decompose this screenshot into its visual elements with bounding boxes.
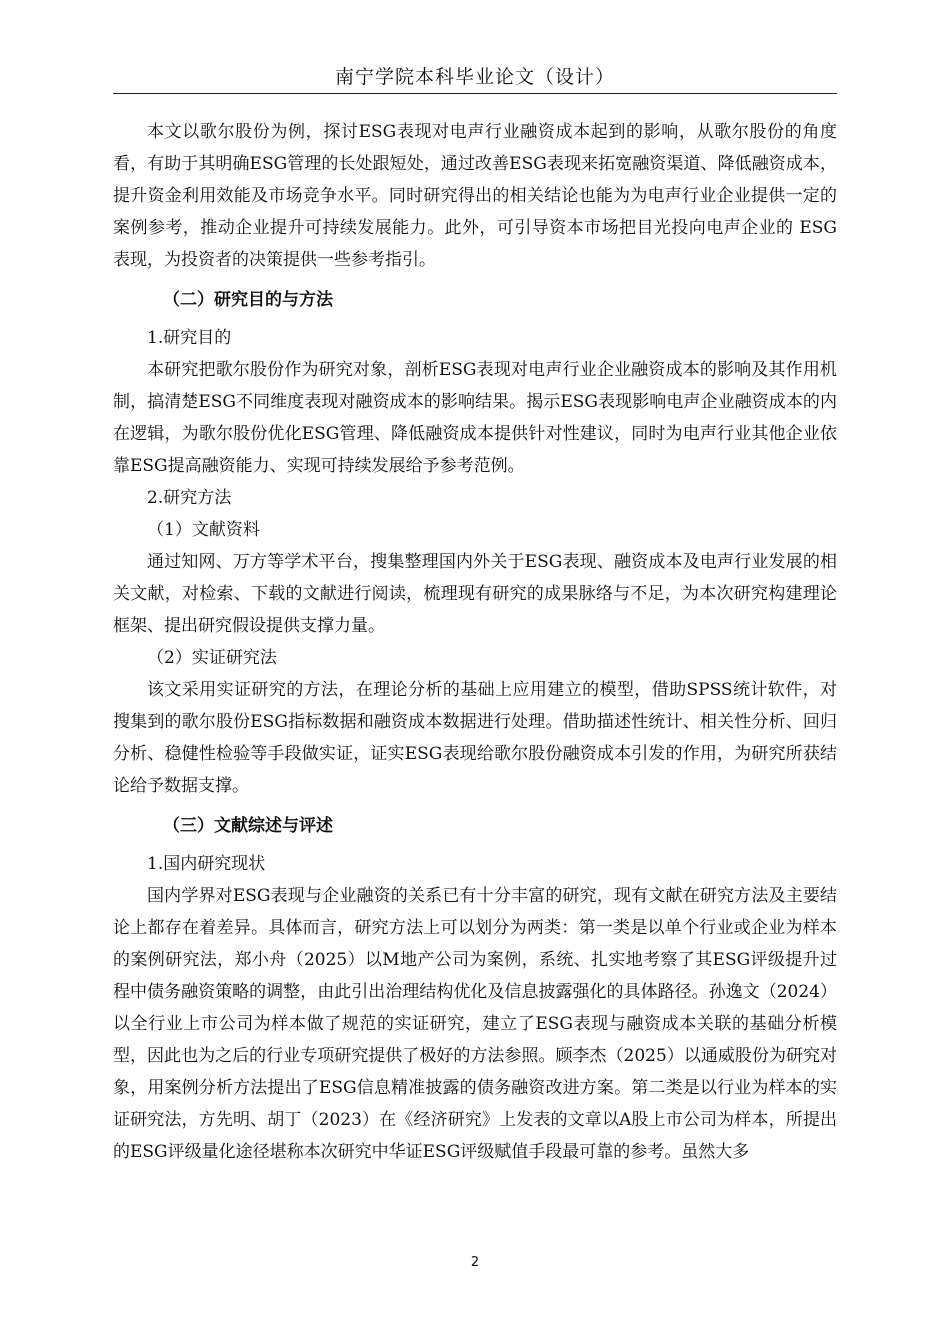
- method-literature-heading: （1）文献资料: [147, 520, 260, 540]
- intro-paragraph: 本文以歌尔股份为例，探讨ESG表现对电声行业融资成本起到的影响，从歌尔股份的角度看，有助于其明确ESG管理的长处跟短处，通过改善ESG表现来拓宽融资渠道、降低融资成本，提升资金利用效能及市场竞争水平。同时研究得出的相关结论也能为为电声行业企业提供一定的案例参考，推动企业提升可持续发展能力。此外，可引导资本市场把目光投向电声企业的 ESG 表现，为投资者的决策提供一些参考指引。: [113, 122, 837, 270]
- subheading-domestic-research: 1.国内研究现状: [147, 854, 266, 874]
- purpose-paragraph: 本研究把歌尔股份作为研究对象，剖析ESG表现对电声行业企业融资成本的影响及其作用机制，搞清楚ESG不同维度表现对融资成本的影响结果。揭示ESG表现影响电声企业融资成本的内在逻辑，为歌尔股份优化ESG管理、降低融资成本提供针对性建议，同时为电声行业其他企业依靠ESG提高融资能力、实现可持续发展给予参考范例。: [113, 360, 837, 476]
- subheading-methods: 2.研究方法: [147, 488, 232, 508]
- subheading-purpose: 1.研究目的: [147, 328, 232, 348]
- section-heading-literature-review: （三）文献综述与评述: [163, 816, 333, 836]
- method-empirical-paragraph: 该文采用实证研究的方法，在理论分析的基础上应用建立的模型，借助SPSS统计软件，对搜集到的歌尔股份ESG指标数据和融资成本数据进行处理。借助描述性统计、相关性分析、回归分析、稳健性检验等手段做实证，证实ESG表现给歌尔股份融资成本引发的作用，为研究所获结论给予数据支撑。: [113, 680, 837, 796]
- method-empirical-heading: （2）实证研究法: [147, 648, 277, 668]
- method-literature-paragraph: 通过知网、万方等学术平台，搜集整理国内外关于ESG表现、融资成本及电声行业发展的相关文献，对检索、下载的文献进行阅读，梳理现有研究的成果脉络与不足，为本次研究构建理论框架、提出研究假设提供支撑力量。: [113, 552, 837, 636]
- section-heading-purpose-method: （二）研究目的与方法: [163, 290, 333, 310]
- domestic-research-paragraph: 国内学界对ESG表现与企业融资的关系已有十分丰富的研究，现有文献在研究方法及主要结论上都存在着差异。具体而言，研究方法上可以划分为两类：第一类是以单个行业或企业为样本的案例研究法，郑小舟（2025）以M地产公司为案例，系统、扎实地考察了其ESG评级提升过程中债务融资策略的调整，由此引出治理结构优化及信息披露强化的具体路径。孙逸文（2024）以全行业上市公司为样本做了规范的实证研究，建立了ESG表现与融资成本关联的基础分析模型，因此也为之后的行业专项研究提供了极好的方法参照。顾李杰（2025）以通威股份为研究对象，用案例分析方法提出了ESG信息精准披露的债务融资改进方案。第二类是以行业为样本的实证研究法，方先明、胡丁（2023）在《经济研究》上发表的文章以A股上市公司为样本，所提出的ESG评级量化途径堪称本次研究中华证ESG评级赋值手段最可靠的参考。虽然大多: [113, 886, 837, 1162]
- document-body: [113, 116, 837, 1168]
- page-number: 2: [470, 1255, 480, 1270]
- page-header: 南宁学院本科毕业论文（设计）: [113, 62, 837, 94]
